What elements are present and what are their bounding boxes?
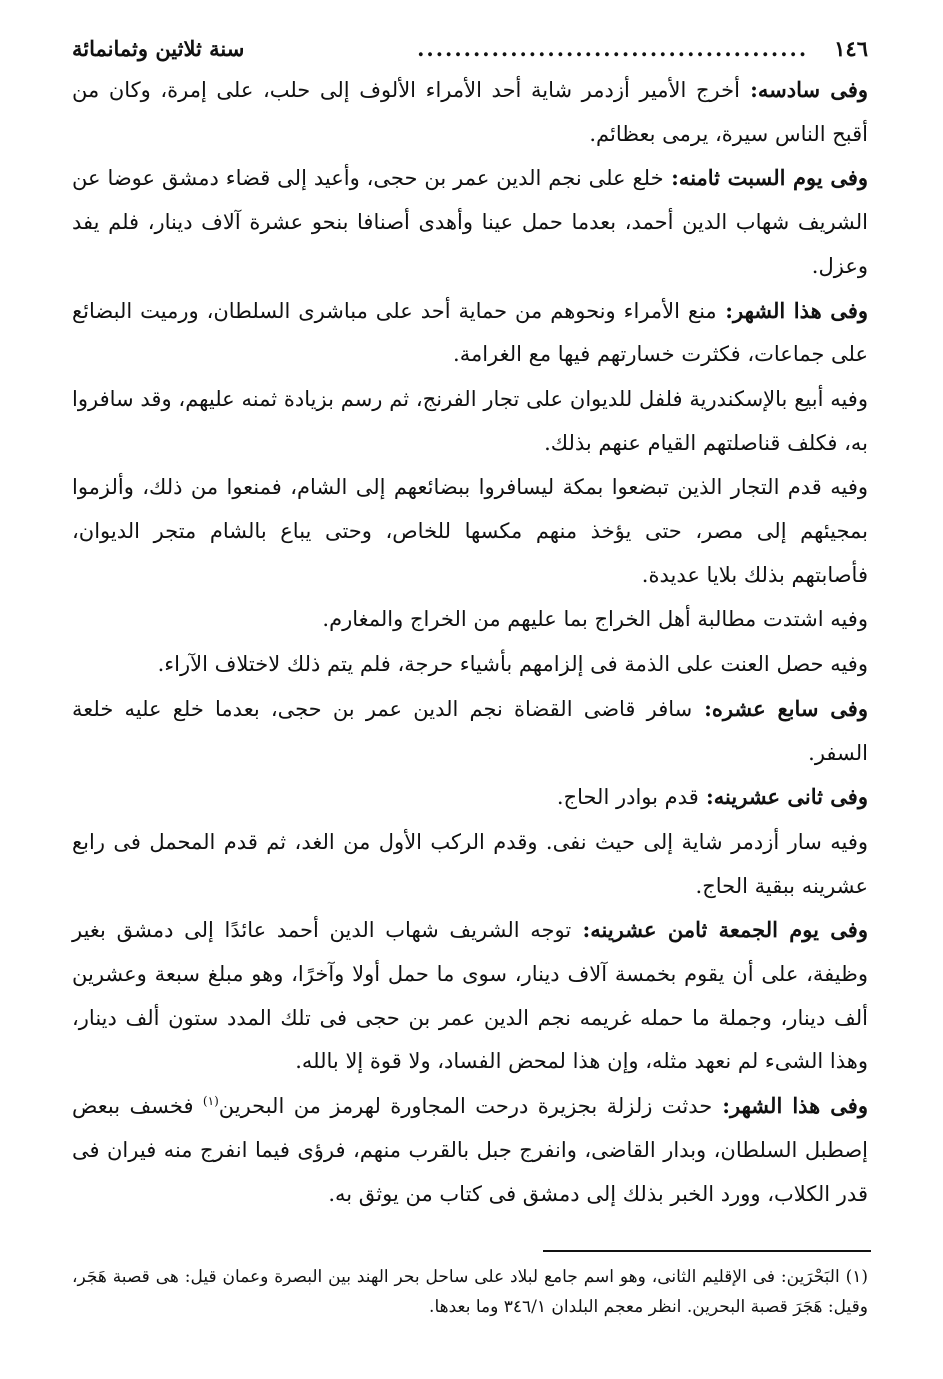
paragraph-lead: وفى يوم السبت ثامنه:: [663, 165, 868, 191]
paragraph: [72, 908, 868, 1084]
paragraph-lead: وفى يوم الجمعة ثامن عشرينه:: [571, 917, 868, 943]
paragraph: [72, 597, 868, 642]
paragraph: [72, 1084, 868, 1216]
footnote: (١) البَحْرَين: فى الإقليم الثانى، وهو اسم جامع لبلاد على ساحل بحر الهند بين البصرة وعمان قيل: هى قصبة هَجَر، وقيل: هَجَرَ قصبة البحرين. انظر معجم البلدان ٣٤٦/١ وما بعدها.: [72, 1267, 868, 1317]
paragraph: [72, 775, 868, 820]
paragraph-text-continued: فخسف ببعض إصطبل السلطان، وبدار القاضى، وانفرج جبل بالقرب منهم، فرؤى فيما انفرج منه فيران فى قدر الكلاب، وورد الخبر بذلك إلى دمشق فى كتاب من يوثق به.: [72, 1094, 868, 1206]
main-text: [72, 68, 868, 1216]
footnote-marker: (١): [202, 1094, 219, 1109]
paragraph-lead: وفى سابع عشره:: [692, 695, 868, 721]
paragraph-lead: وفى هذا الشهر:: [712, 1093, 868, 1119]
paragraph-text: وفيه أبيع بالإسكندرية فلفل للديوان على تجار الفرنج، ثم رسم بزيادة ثمنه عليهم، وقد سافروا به، فكلف قناصلتهم القيام عنهم بذلك.: [72, 386, 868, 455]
paragraph-text: وفيه اشتدت مطالبة أهل الخراج بما عليهم من الخراج والمغارم.: [322, 607, 868, 632]
paragraph-text: خلع على نجم الدين عمر بن حجى، وأعيد إلى قضاء دمشق عوضا عن الشريف شهاب الدين أحمد، بعدما حمل عينا وأهدى أصنافا بنحو عشرة آلاف دينار، فلم يفد وعزل.: [72, 166, 868, 278]
paragraph-text: قدم بوادر الحاج.: [556, 785, 699, 810]
paragraph-text: منع الأمراء ونحوهم من حماية أحد على مباشرى السلطان، ورميت البضائع على جماعات، فكثرت خسارتهم فيها مع الغرامة.: [72, 298, 868, 367]
paragraph: [72, 156, 868, 288]
footnote-separator: [543, 1250, 871, 1252]
running-title: سنة ثلاثين وثمانمائة: [72, 36, 245, 61]
paragraph: [72, 68, 868, 156]
paragraph: [72, 377, 868, 465]
running-header: [72, 30, 868, 68]
page-number: ١٤٦: [834, 36, 868, 61]
paragraph: [72, 687, 868, 775]
paragraph-text: توجه الشريف شهاب الدين أحمد عائدًا إلى دمشق بغير وظيفة، على أن يقوم بخمسة آلاف دينار، سوى ما حمل أولا وآخرًا، وهو مبلغ سبعة وعشرين ألف دينار، وجملة ما حمله غريمه نجم الدين عمر بن حجى فى تلك المدد ستون ألف دينار، وهذا الشىء لم نعهد مثله، وإن هذا لمحض الفساد، ولا قوة إلا بالله.: [72, 918, 868, 1074]
paragraph: [72, 465, 868, 597]
paragraph-lead: وفى سادسه:: [739, 77, 868, 102]
paragraph-text: وفيه سار أزدمر شاية إلى حيث نفى. وقدم الركب الأول من الغد، ثم قدم المحمل فى رابع عشرينه ببقية الحاج.: [72, 829, 868, 898]
paragraph-lead: وفى ثانى عشرينه:: [698, 784, 868, 810]
paragraph-text: وفيه قدم التجار الذين تبضعوا بمكة ليسافروا ببضائعهم إلى الشام، فمنعوا من ذلك، وألزموا بمجيئهم إلى مصر، حتى يؤخذ منهم مكسها للخاص، وحتى يباع بالشام متجر الديوان، فأصابتهم بذلك بلايا عديدة.: [72, 475, 868, 587]
paragraph: [72, 820, 868, 908]
page: [72, 30, 868, 1216]
header-leader-dots: ..........................................: [417, 36, 809, 61]
paragraph-text: أخرج الأمير أزدمر شاية أحد الأمراء الألوف إلى حلب، على إمرة، وكان من أقبح الناس سيرة، يرمى بعظائم.: [72, 78, 868, 146]
paragraph-text: حدثت زلزلة بجزيرة درحت المجاورة لهرمز من البحرين: [218, 1094, 713, 1119]
paragraph-text: سافر قاضى القضاة نجم الدين عمر بن حجى، بعدما خلع عليه خلعة السفر.: [72, 696, 868, 765]
paragraph-lead: وفى هذا الشهر:: [716, 297, 868, 323]
footnotes: [72, 1262, 868, 1322]
paragraph: [72, 642, 868, 687]
paragraph: [72, 289, 868, 377]
paragraph-text: وفيه حصل العنت على الذمة فى إلزامهم بأشياء حرجة، فلم يتم ذلك لاختلاف الآراء.: [157, 652, 868, 677]
